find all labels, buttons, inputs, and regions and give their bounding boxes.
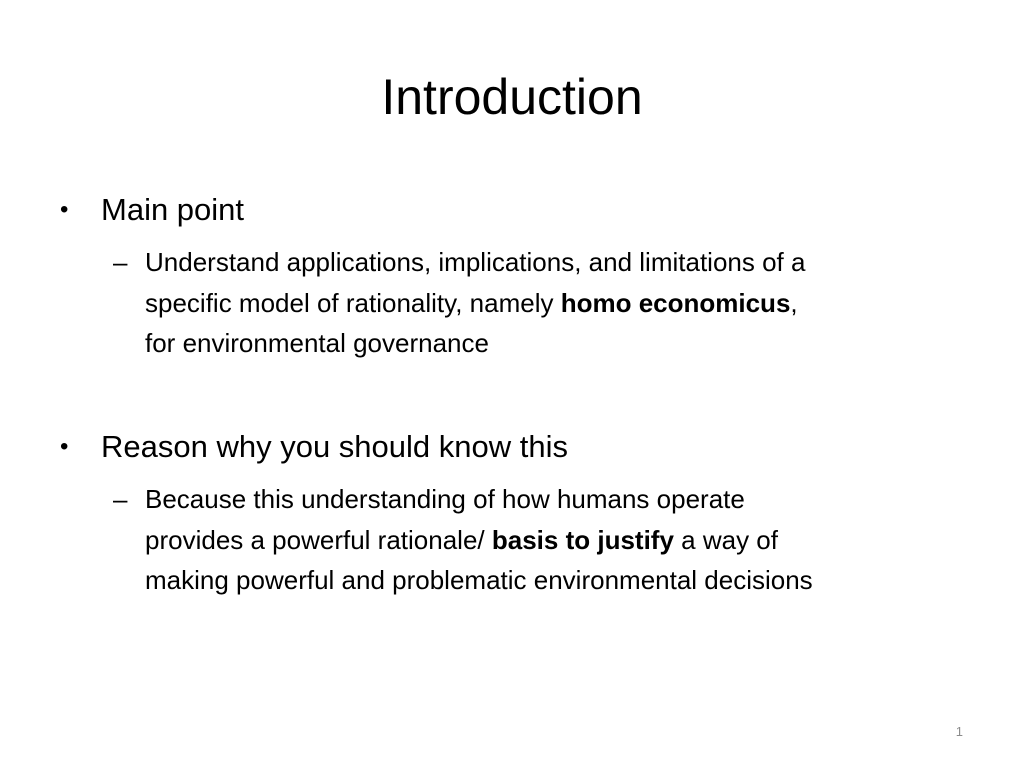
sub-bullet-text [145,479,965,601]
bullet-label: Main point [101,192,245,227]
sub-bullet-text-part: , [790,287,798,318]
bullet-dot: • [60,433,69,460]
sub-bullet-dash: – [113,247,128,277]
sub-bullet-text-part: a way of [673,524,778,555]
sub-bullet-line [145,283,965,324]
bullet-dot: • [60,196,69,223]
sub-bullet-text-part: provides a powerful rationale/ [145,524,492,555]
sub-bullet-line: Understand applications, implications, and limitations of a [145,247,806,277]
slide-title: Introduction [381,69,643,125]
sub-bullet-bold-term: basis to justify [491,524,674,555]
page-number: 1 [955,724,963,739]
sub-bullet-line [145,520,965,561]
sub-bullet-text [145,242,965,364]
sub-bullet-text-part: specific model of rationality, namely [145,287,561,318]
sub-bullet-dash: – [113,484,128,514]
sub-bullet-bold-term: homo economicus [560,287,791,318]
sub-bullet-line: Because this understanding of how humans operate [145,484,745,514]
sub-bullet-line: for environmental governance [145,328,489,358]
sub-bullet-line: making powerful and problematic environmental decisions [145,565,813,595]
bullet-label: Reason why you should know this [101,429,568,464]
